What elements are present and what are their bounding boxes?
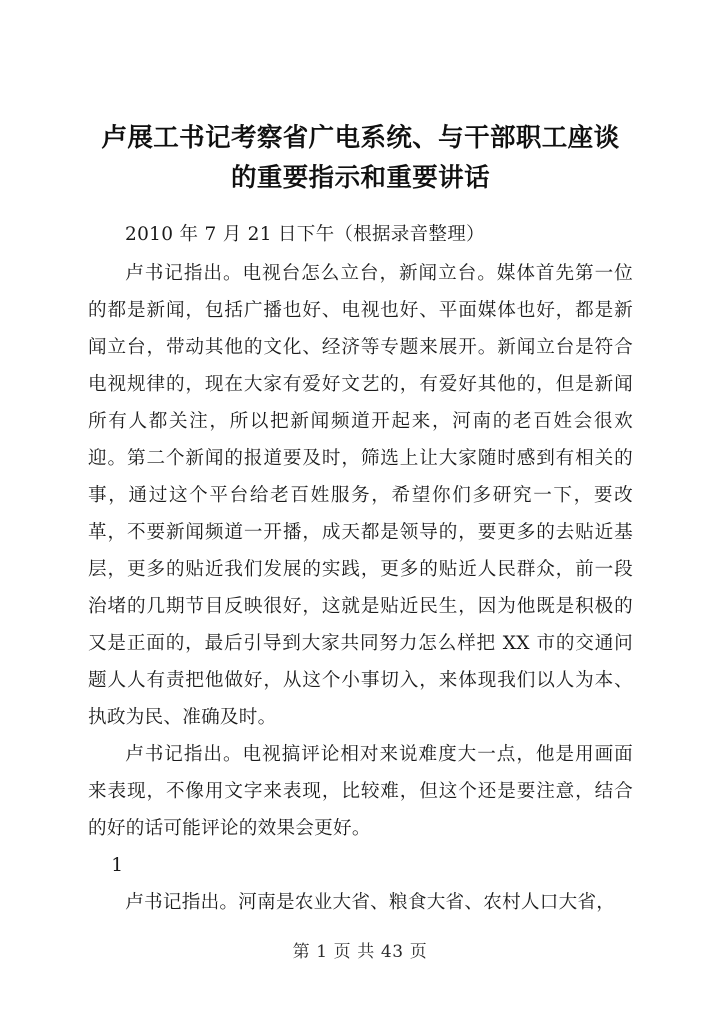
stray-line-number: 1 [111, 855, 124, 876]
document-date-line: 2010 年 7 月 21 日下午（根据录音整理） [125, 224, 485, 245]
page-title-line-2: 的重要指示和重要讲话 [230, 163, 490, 193]
body-paragraph-1: 卢书记指出。电视台怎么立台，新闻立台。媒体首先第一位的都是新闻，包括广播也好、电视也好、平面媒体也好，都是新闻立台，带动其他的文化、经济等专题来展开。新闻立台是符合电视规律的，现在大家有爱好文艺的，有爱好其他的，但是新闻所有人都关注，所以把新闻频道开起来，河南的老百姓会很欢迎。第二个新闻的报道要及时，筛选上让大家随时感到有相关的事，通过这个平台给老百姓服务，希望你们多研究一下，要改革，不要新闻频道一开播，成天都是领导的，要更多的去贴近基层，更多的贴近我们发展的实践，更多的贴近人民群众，前一段治堵的几期节目反映很好，这就是贴近民生，因为他既是积极的又是正面的，最后引导到大家共同努力怎么样把 XX 市的交通问题人人有责把他做好，从这个小事切入，来体现我们以人为本、执政为民、准确及时。 [88, 263, 633, 728]
body-paragraph-3: 卢书记指出。河南是农业大省、粮食大省、农村人口大省， [125, 892, 616, 913]
document-content [88, 0, 633, 921]
page-title-line-1: 卢展工书记考察省广电系统、与干部职工座谈 [101, 123, 620, 153]
page-footer: 第 1 页 共 43 页 [292, 942, 428, 962]
page-title [88, 0, 633, 198]
body-paragraph-2: 卢书记指出。电视搞评论相对来说难度大一点，他是用画面来表现，不像用文字来表现，比较难，但这个还是要注意，结合的好的话可能评论的效果会更好。 [88, 744, 633, 839]
